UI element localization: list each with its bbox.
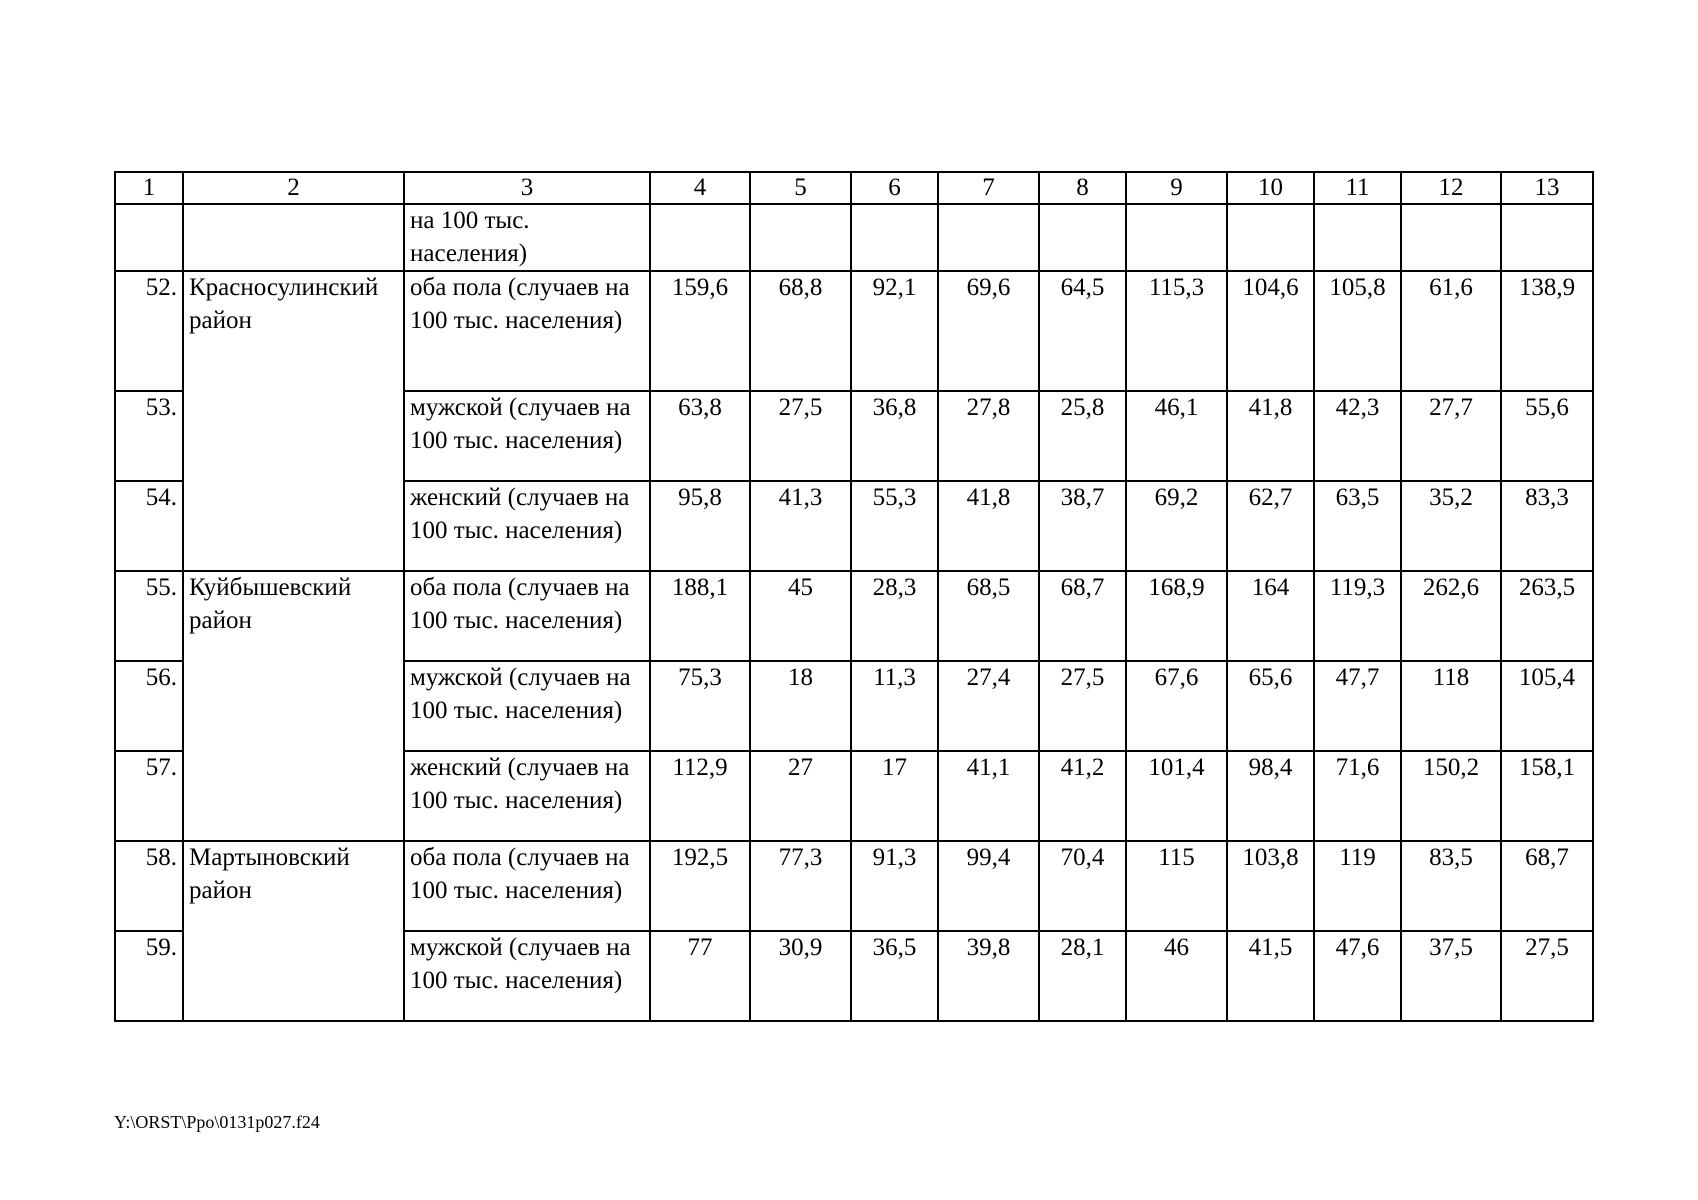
value-cell: 91,3 (851, 841, 938, 931)
value-cell: 36,5 (851, 931, 938, 1021)
value-cell (750, 204, 851, 271)
district-cell: Мартыновский район (183, 841, 404, 1021)
value-cell: 92,1 (851, 271, 938, 391)
indicator-cell: мужской (случаев на 100 тыс. населения) (404, 931, 650, 1021)
column-number-10: 10 (1227, 172, 1314, 204)
value-cell: 83,3 (1501, 481, 1593, 571)
column-number-5: 5 (750, 172, 851, 204)
value-cell: 115,3 (1126, 271, 1227, 391)
column-number-12: 12 (1401, 172, 1501, 204)
value-cell: 168,9 (1126, 571, 1227, 661)
value-cell: 28,1 (1039, 931, 1126, 1021)
district-cell: Куйбышевский район (183, 571, 404, 841)
indicator-cell: женский (случаев на 100 тыс. населения) (404, 481, 650, 571)
indicator-cell: мужской (случаев на 100 тыс. населения) (404, 391, 650, 481)
indicator-cell: мужской (случаев на 100 тыс. населения) (404, 661, 650, 751)
statistics-table (114, 171, 1594, 1022)
value-cell: 46,1 (1126, 391, 1227, 481)
value-cell: 150,2 (1401, 751, 1501, 841)
value-cell (1401, 204, 1501, 271)
column-number-8: 8 (1039, 172, 1126, 204)
value-cell: 63,5 (1314, 481, 1401, 571)
value-cell: 46 (1126, 931, 1227, 1021)
table-row (115, 271, 1593, 391)
value-cell: 11,3 (851, 661, 938, 751)
column-number-row (115, 172, 1593, 204)
value-cell: 64,5 (1039, 271, 1126, 391)
value-cell (851, 204, 938, 271)
column-number-6: 6 (851, 172, 938, 204)
value-cell: 112,9 (650, 751, 750, 841)
value-cell: 27,5 (750, 391, 851, 481)
value-cell: 47,7 (1314, 661, 1401, 751)
value-cell: 41,8 (938, 481, 1039, 571)
value-cell: 262,6 (1401, 571, 1501, 661)
value-cell: 119 (1314, 841, 1401, 931)
value-cell: 27,5 (1501, 931, 1593, 1021)
value-cell: 68,5 (938, 571, 1039, 661)
row-number-cell (115, 204, 183, 271)
value-cell: 41,1 (938, 751, 1039, 841)
column-number-11: 11 (1314, 172, 1401, 204)
value-cell: 25,8 (1039, 391, 1126, 481)
column-number-7: 7 (938, 172, 1039, 204)
value-cell: 71,6 (1314, 751, 1401, 841)
value-cell: 28,3 (851, 571, 938, 661)
table-body (115, 172, 1593, 1021)
indicator-cell: оба пола (случаев на 100 тыс. населения) (404, 571, 650, 661)
value-cell: 62,7 (1227, 481, 1314, 571)
value-cell: 35,2 (1401, 481, 1501, 571)
value-cell: 39,8 (938, 931, 1039, 1021)
column-number-2: 2 (183, 172, 404, 204)
indicator-cell: оба пола (случаев на 100 тыс. населения) (404, 841, 650, 931)
table-row (115, 571, 1593, 661)
indicator-cell: женский (случаев на 100 тыс. населения) (404, 751, 650, 841)
value-cell: 65,6 (1227, 661, 1314, 751)
value-cell (1501, 204, 1593, 271)
value-cell: 70,4 (1039, 841, 1126, 931)
value-cell: 30,9 (750, 931, 851, 1021)
table-row (115, 841, 1593, 931)
value-cell: 119,3 (1314, 571, 1401, 661)
value-cell: 36,8 (851, 391, 938, 481)
value-cell: 27,4 (938, 661, 1039, 751)
value-cell (1314, 204, 1401, 271)
column-number-9: 9 (1126, 172, 1227, 204)
district-cell (183, 204, 404, 271)
value-cell: 105,4 (1501, 661, 1593, 751)
value-cell: 67,6 (1126, 661, 1227, 751)
value-cell: 115 (1126, 841, 1227, 931)
value-cell: 75,3 (650, 661, 750, 751)
column-number-13: 13 (1501, 172, 1593, 204)
indicator-cell: оба пола (случаев на 100 тыс. населения) (404, 271, 650, 391)
row-number-cell: 54. (115, 481, 183, 571)
value-cell (1039, 204, 1126, 271)
value-cell: 77 (650, 931, 750, 1021)
value-cell: 158,1 (1501, 751, 1593, 841)
value-cell: 27,5 (1039, 661, 1126, 751)
column-number-3: 3 (404, 172, 650, 204)
value-cell: 55,3 (851, 481, 938, 571)
value-cell: 41,5 (1227, 931, 1314, 1021)
value-cell: 45 (750, 571, 851, 661)
value-cell: 27,7 (1401, 391, 1501, 481)
indicator-cell: на 100 тыс. населения) (404, 204, 650, 271)
value-cell: 37,5 (1401, 931, 1501, 1021)
value-cell: 27 (750, 751, 851, 841)
value-cell: 77,3 (750, 841, 851, 931)
row-number-cell: 52. (115, 271, 183, 391)
value-cell: 41,8 (1227, 391, 1314, 481)
row-number-cell: 57. (115, 751, 183, 841)
continuation-row (115, 204, 1593, 271)
value-cell: 95,8 (650, 481, 750, 571)
value-cell (650, 204, 750, 271)
district-cell: Красносулинский район (183, 271, 404, 571)
value-cell: 38,7 (1039, 481, 1126, 571)
value-cell (1126, 204, 1227, 271)
value-cell: 47,6 (1314, 931, 1401, 1021)
value-cell: 41,2 (1039, 751, 1126, 841)
value-cell: 138,9 (1501, 271, 1593, 391)
value-cell: 42,3 (1314, 391, 1401, 481)
value-cell: 104,6 (1227, 271, 1314, 391)
value-cell (938, 204, 1039, 271)
value-cell: 99,4 (938, 841, 1039, 931)
file-path-footer: Y:\ORST\Ppo\0131p027.f24 (114, 1112, 320, 1132)
value-cell: 63,8 (650, 391, 750, 481)
value-cell: 27,8 (938, 391, 1039, 481)
value-cell: 68,8 (750, 271, 851, 391)
column-number-1: 1 (115, 172, 183, 204)
value-cell: 192,5 (650, 841, 750, 931)
value-cell: 18 (750, 661, 851, 751)
column-number-4: 4 (650, 172, 750, 204)
value-cell: 118 (1401, 661, 1501, 751)
value-cell: 69,6 (938, 271, 1039, 391)
value-cell: 103,8 (1227, 841, 1314, 931)
value-cell: 17 (851, 751, 938, 841)
value-cell: 41,3 (750, 481, 851, 571)
row-number-cell: 59. (115, 931, 183, 1021)
value-cell: 55,6 (1501, 391, 1593, 481)
value-cell: 69,2 (1126, 481, 1227, 571)
value-cell: 101,4 (1126, 751, 1227, 841)
value-cell: 61,6 (1401, 271, 1501, 391)
value-cell: 68,7 (1501, 841, 1593, 931)
value-cell (1227, 204, 1314, 271)
value-cell: 98,4 (1227, 751, 1314, 841)
value-cell: 164 (1227, 571, 1314, 661)
value-cell: 188,1 (650, 571, 750, 661)
value-cell: 159,6 (650, 271, 750, 391)
row-number-cell: 56. (115, 661, 183, 751)
value-cell: 263,5 (1501, 571, 1593, 661)
value-cell: 105,8 (1314, 271, 1401, 391)
row-number-cell: 53. (115, 391, 183, 481)
value-cell: 83,5 (1401, 841, 1501, 931)
value-cell: 68,7 (1039, 571, 1126, 661)
row-number-cell: 58. (115, 841, 183, 931)
row-number-cell: 55. (115, 571, 183, 661)
